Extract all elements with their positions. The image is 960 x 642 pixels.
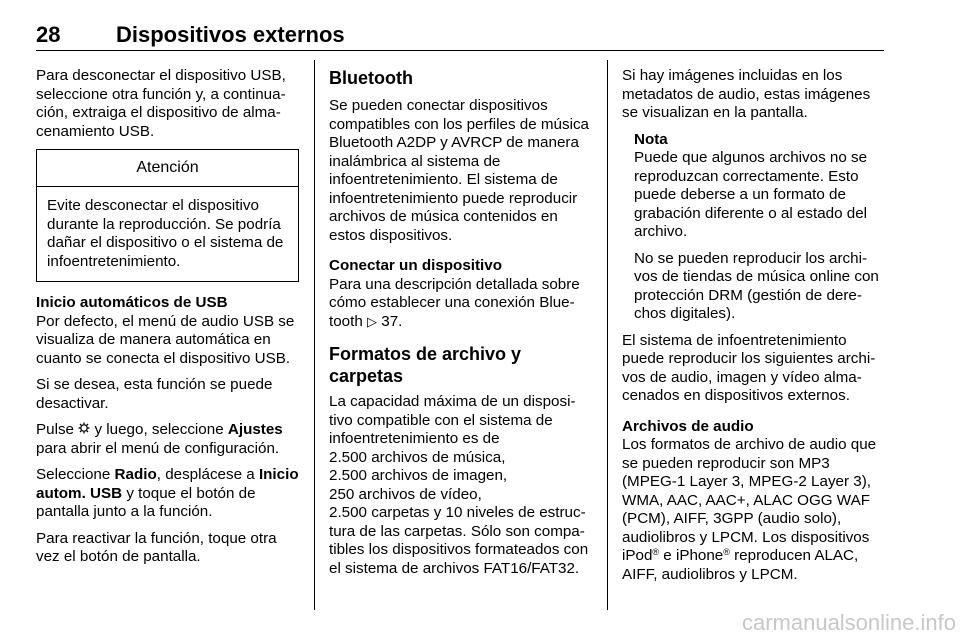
audio-files-heading: Archivos de audio <box>622 417 754 435</box>
autostart-paragraph: Por defecto, el menú de audio USB se visualiza de manera automática en cuanto se conecta el dispositivo USB. <box>36 312 295 367</box>
usb-autostart-label: Inicio autom. USB <box>36 466 299 502</box>
text-span: , desplácese a <box>156 466 255 483</box>
text-span: y luego, seleccione <box>94 421 224 438</box>
section-title: Dispositivos externos <box>116 22 345 47</box>
autostart-heading: Inicio automáticos de USB <box>36 294 228 311</box>
connect-device-heading: Conectar un dispositivo <box>329 257 502 274</box>
bluetooth-heading: Bluetooth <box>329 68 413 88</box>
attention-title: Atención <box>37 150 298 187</box>
text-span: Para una descripción detallada sobre cómo establecer una conexión Bluetooth <box>329 275 580 330</box>
note-title: Nota <box>634 130 668 148</box>
bluetooth-paragraph: Se pueden conectar dispositivos compatibles con los perfiles de música Bluetooth A2DP y AVRCP de manera inalámbrica al sistema de infoentretenimiento. El sistema de infoentretenimiento puede reproducir archivos de música contenidos en estos dispositivos. <box>329 97 589 244</box>
deactivate-paragraph: Si se desea, esta función se puede desactivar. <box>36 376 273 412</box>
column-left <box>36 67 299 575</box>
note-paragraph-2: No se pueden reproducir los archivos de tiendas de música online con protección DRM (gestión de derechos digitales). <box>634 249 879 322</box>
capacity-music: 2.500 archivos de música, <box>329 448 506 466</box>
formats-heading: Formatos de archivo y carpetas <box>329 344 522 386</box>
press-settings-paragraph <box>36 421 299 458</box>
connect-device-paragraph <box>329 276 592 332</box>
registered-mark: ® <box>723 547 730 557</box>
reactivate-paragraph: Para reactivar la función, toque otra vez el botón de pantalla. <box>36 529 277 565</box>
capacity-images: 2.500 archivos de imagen, <box>329 467 508 484</box>
column-divider <box>314 60 315 610</box>
capacity-video: 250 archivos de vídeo, <box>329 485 482 503</box>
gear-icon <box>78 421 90 440</box>
note-paragraph-1: Puede que algunos archivos no se reproduzcan correctamente. Esto puede deberse a un formato de grabación diferente o al estado del archivo. <box>634 149 868 240</box>
text-span: e iPhone <box>663 547 724 564</box>
system-formats-paragraph: El sistema de infoentretenimiento puede reproducir los siguientes archivos de audio, imagen y vídeo almacenados en dispositivos externos. <box>622 331 876 404</box>
column-divider <box>607 60 608 610</box>
column-right <box>622 67 885 592</box>
radio-label: Radio <box>114 466 157 483</box>
registered-mark: ® <box>652 547 660 557</box>
audio-files-paragraph <box>622 436 885 584</box>
header-rule <box>36 50 884 51</box>
usb-disconnect-paragraph: Para desconectar el dispositivo USB, seleccione otra función y, a continuación, extraiga el dispositivo de almacenamiento USB. <box>36 67 286 140</box>
text-span: para abrir el menú de configuración. <box>36 439 280 457</box>
page-reference: 37. <box>381 312 403 330</box>
metadata-paragraph: Si hay imágenes incluidas en los metadatos de audio, estas imágenes se visualizan en la pantalla. <box>622 67 871 121</box>
text-span: Pulse <box>36 421 74 438</box>
note-box <box>634 131 885 324</box>
column-middle <box>329 67 592 586</box>
text-span: y toque el botón de pantalla junto a la función. <box>36 484 256 520</box>
capacity-paragraph: La capacidad máxima de un dispositivo compatible con el sistema de infoentretenimiento es de <box>329 393 576 447</box>
text-span: Seleccione <box>36 466 111 483</box>
watermark: carmanualsonline.info <box>741 610 956 635</box>
attention-body: Evite desconectar el dispositivo durante la reproducción. Se podría dañar el dispositivo o el sistema de infoentretenimiento. <box>47 197 284 270</box>
capacity-folders: 2.500 carpetas y 10 niveles de estructura de las carpetas. Sólo son compatibles los dispositivos formateados con el sistema de archivos FAT16/FAT32. <box>329 504 589 577</box>
select-radio-paragraph <box>36 466 299 522</box>
settings-label: Ajustes <box>227 421 283 438</box>
text-span: Los formatos de archivo de audio que se pueden reproducir son MP3 (MPEG-1 Layer 3, MPEG-2 Layer 3), WMA, AAC, AAC+, ALAC OGG WAF (PCM), AIFF, 3GPP (audio solo), audiolibros y LPCM. Los dispositivos iPod <box>622 436 877 564</box>
page-reference-arrow-icon: ▷ <box>367 313 378 329</box>
page-header <box>36 22 884 50</box>
page-number: 28 <box>36 22 61 47</box>
attention-box <box>36 149 299 282</box>
text-span: reproducen ALAC, AIFF, audiolibros y LPCM. <box>622 547 859 583</box>
